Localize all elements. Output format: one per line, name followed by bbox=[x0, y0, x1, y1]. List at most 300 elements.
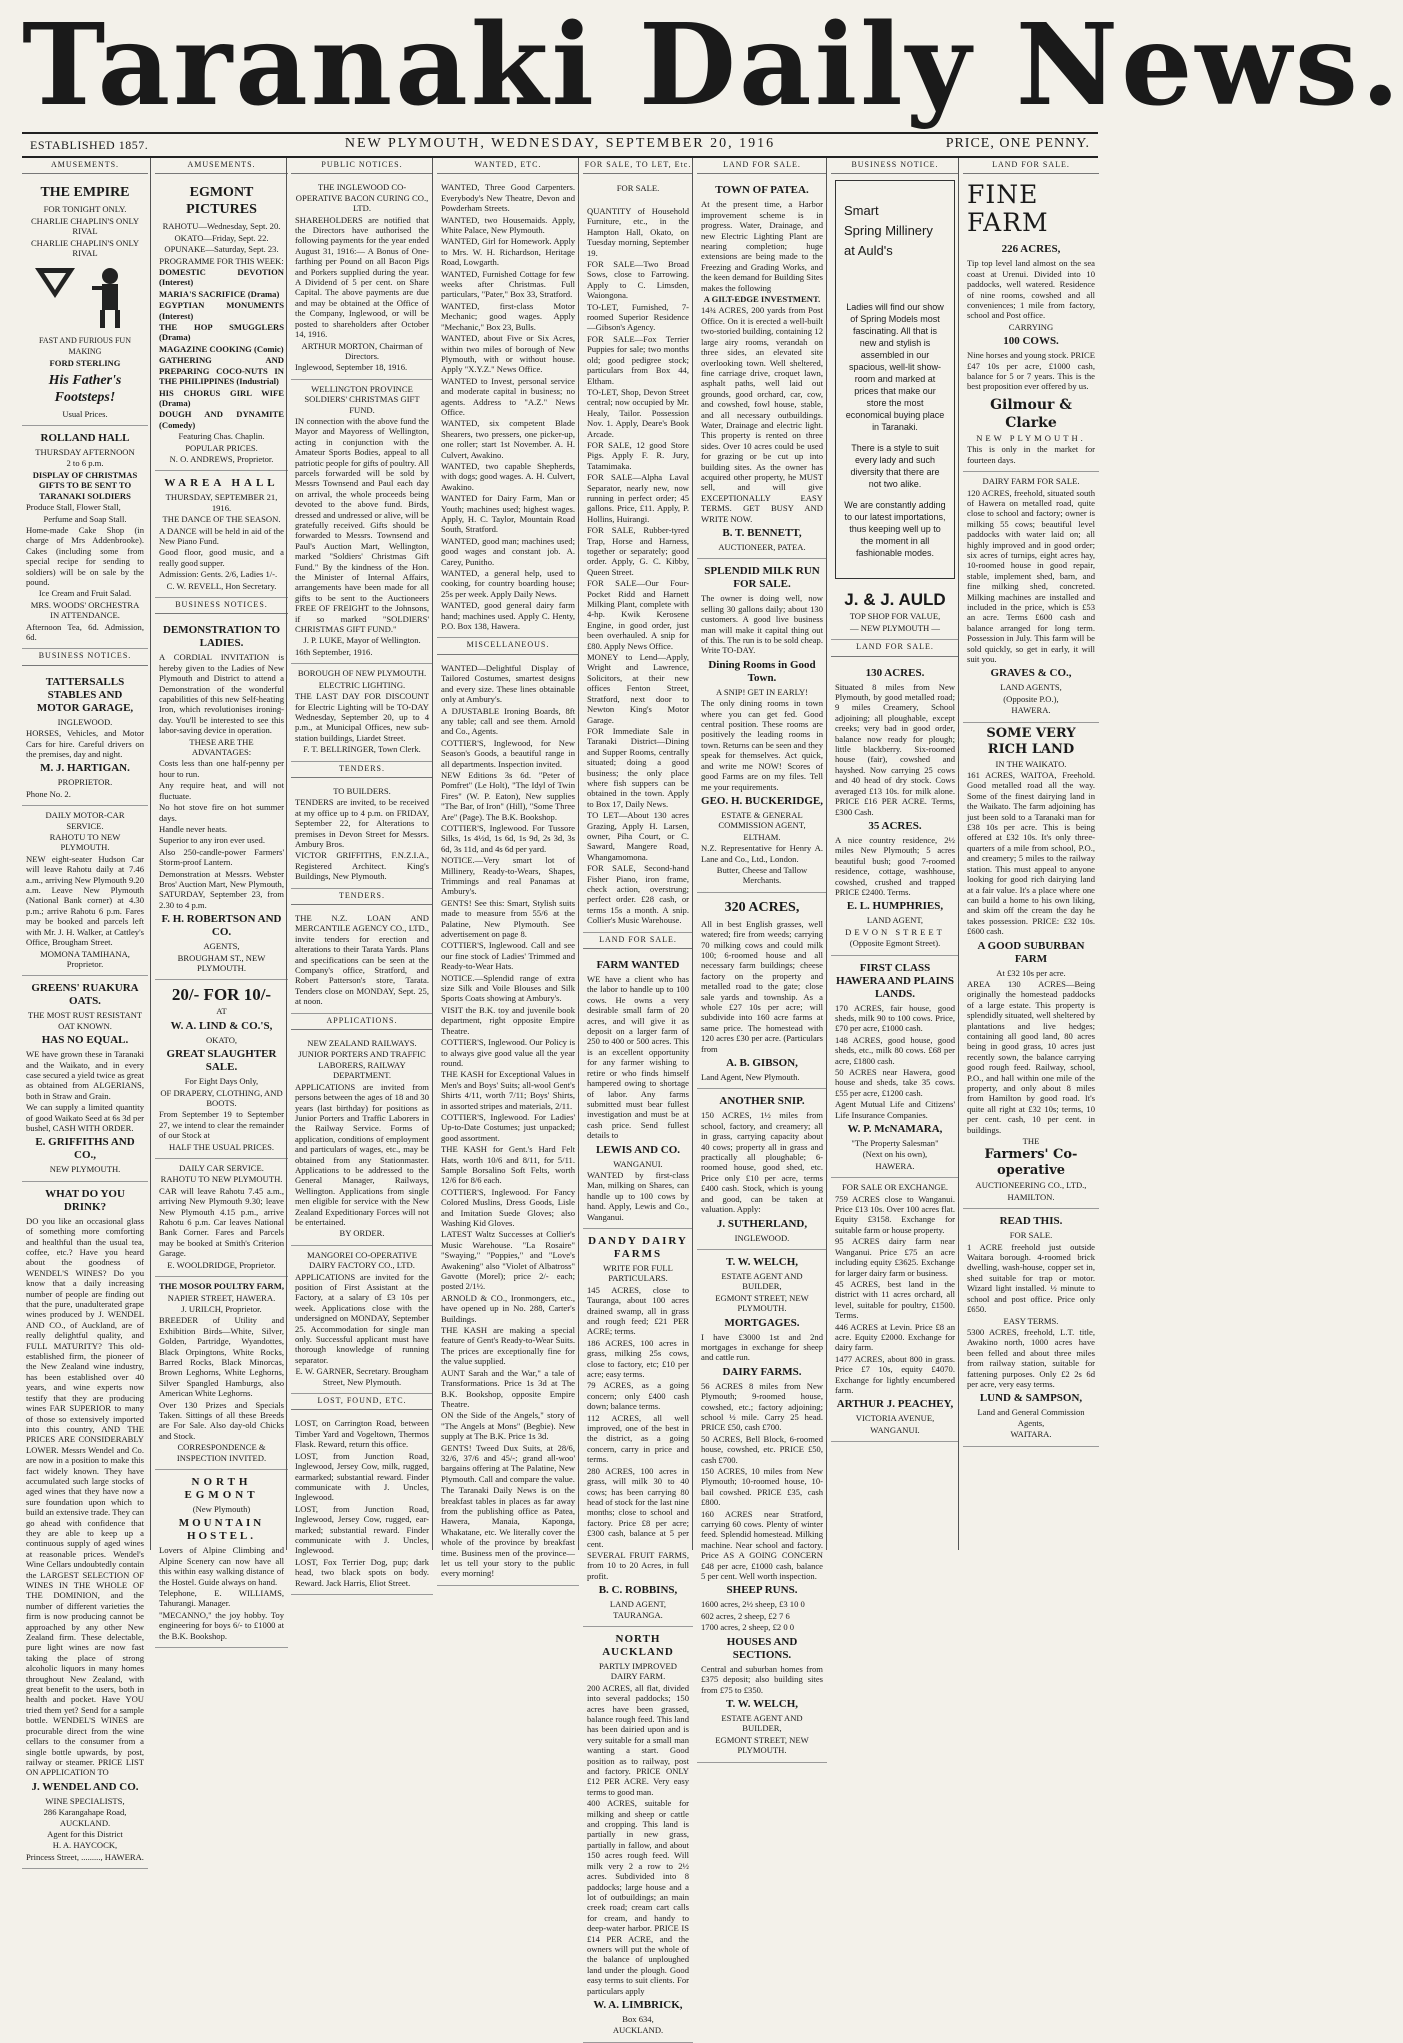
ad-line: 226 ACRES, bbox=[1001, 243, 1061, 256]
ad-title: 130 ACRES. bbox=[865, 666, 925, 679]
ad-line: (Opposite P.O.), bbox=[1003, 693, 1059, 704]
ad-title: 320 ACRES, bbox=[724, 899, 800, 915]
list-item: 45 ACRES, best land in the district with 11 acres orchard, all level, suitable for poultry, £1500. Terms. bbox=[835, 1278, 955, 1321]
ad-line: N. O. ANDREWS, Proprietor. bbox=[169, 453, 274, 464]
ad-line: GATHERING AND PREPARING COCO-NUTS IN THE PHILIPPINES (Industrial) bbox=[159, 355, 284, 387]
humphries-ad bbox=[831, 661, 959, 956]
ad-line: CHARLIE CHAPLIN'S ONLY RIVAL bbox=[30, 237, 140, 259]
railways-notice bbox=[291, 1034, 433, 1246]
ad-line: Demonstration at Messrs. Webster Bros' Auction Mart, New Plymouth, SATURDAY, September 23, from 2.30 to 4 p.m. bbox=[159, 868, 284, 910]
ad-line: Land and General Commission Agents, bbox=[977, 1407, 1085, 1428]
ad-line: BREEDER of Utility and Exhibition Birds—White, Silver, Golden, Partridge, Wyandottes, Black Orpingtons, White Rocks, Barred Rocks, Black Minorcas, Brown Leghorns, White Leghorns, Silver Spangled Hamburgs, also American White Leghorns. bbox=[159, 1315, 284, 1399]
section-header: TENDERS. bbox=[291, 764, 433, 778]
section-header: LAND FOR SALE. bbox=[583, 935, 693, 949]
ad-line: TO BUILDERS. bbox=[333, 785, 391, 796]
section-header: PUBLIC NOTICES. bbox=[291, 160, 433, 174]
ad-body: THE LAST DAY FOR DISCOUNT for Electric Lighting will be TO-DAY Wednesday, September 20, up to 4 p.m., at Municipal Offices, new sub-station buildings, Liardet Street. bbox=[295, 691, 429, 743]
farm-wanted-ad bbox=[583, 953, 693, 1229]
list-item: WANTED for Dairy Farm, Man or Youth; machines used; highest wages. Apply, H. C. Taylor, Mountain Road South, Stratford. bbox=[441, 493, 575, 535]
ad-line: From September 19 to September 27, we intend to clear the remainder of our Stock at bbox=[159, 1109, 284, 1141]
ad-line: FAST AND FURIOUS FUN MAKING bbox=[39, 336, 131, 356]
ad-line: VICTOR GRIFFITHS, F.N.Z.I.A., Registered Architect. King's Buildings, New Plymouth. bbox=[295, 850, 429, 882]
ad-title: WHAT DO YOU DRINK? bbox=[45, 1187, 125, 1213]
read-this-ad bbox=[963, 1209, 1099, 1446]
ad-body: All in best English grasses, well watered; fire from weeds; carrying 70 milking cows and could milk 100; 6-roomed house and all necessary farm buildings; cheese factory on the property and metalled road to the gate; close sale yards and township. As a whole £27 10s per acre; will subdivide into 160 acre farms at same price. The homestead with 120 acres £30 per acre. (Particulars from bbox=[701, 918, 823, 1054]
film-title: His Father's Footsteps! bbox=[48, 372, 122, 405]
ad-line: THURSDAY AFTERNOON bbox=[35, 447, 135, 458]
ad-title: FINE bbox=[967, 180, 1039, 210]
ad-line: OPUNAKE—Saturday, Sept. 23. bbox=[164, 244, 279, 255]
list-item: GENTS! See this: Smart, Stylish suits made to measure from 55/6 at the Palatine, New Plymouth. See advertisement on page 8. bbox=[441, 897, 575, 940]
ad-line: RAHOTU TO NEW PLYMOUTH. bbox=[160, 1174, 283, 1185]
list-item: 400 ACRES, suitable for milking and sheep or cattle and cropping. This land is partially in new grass, partially in fallow, and about 150 acres rough feed. Will milk very 2 a row to 2½ acres. Subdivided into 8 paddocks; large house and a lot of outbuildings; an main creek road; cream cart calls for cream, and handy to deep-water harbor. PRICE IS £14 PER ACRE, and the owners will put the whole of the balance of unploughed land under the plough. Good easy terms to suit clients. For particulars apply bbox=[587, 1798, 689, 1996]
fine-farm-ad bbox=[963, 178, 1099, 472]
ad-line: IN THE WAIKATO. bbox=[995, 758, 1067, 769]
section-header: AMUSEMENTS. bbox=[155, 160, 288, 174]
ad-line: JUNIOR PORTERS AND TRAFFIC LABORERS, RAILWAY DEPARTMENT. bbox=[298, 1049, 426, 1081]
ad-line: ELECTRIC LIGHTING. bbox=[318, 679, 406, 690]
auld-millinery-ad bbox=[835, 180, 955, 579]
ad-title: THE INGLEWOOD CO-OPERATIVE BACON CURING CO., LTD. bbox=[295, 182, 429, 214]
ad-line: ESTATE & GENERAL COMMISSION AGENT, bbox=[718, 809, 806, 831]
section-header: BUSINESS NOTICE. bbox=[831, 160, 959, 174]
ad-title: FARM WANTED bbox=[596, 959, 680, 972]
ad-line: 2 to 6 p.m. bbox=[66, 458, 104, 469]
ad-line: WAITARA. bbox=[1010, 1429, 1052, 1440]
ad-line: AUCTIONEERING CO., LTD., bbox=[975, 1180, 1087, 1191]
list-item: 148 ACRES, good house, good sheds, etc., milk 80 cows. £68 per acre, £1800 cash. bbox=[835, 1034, 955, 1066]
ad-title: FOR SALE OR EXCHANGE. bbox=[842, 1182, 948, 1193]
ad-name: J. WENDEL AND CO. bbox=[31, 1780, 139, 1793]
empire-ad bbox=[22, 178, 148, 426]
list-item: WANTED—Delightful Display of Tailored Costumes, smartest designs and every size. These lines obtainable only at Ambury's. bbox=[441, 662, 575, 705]
list-item: 200 ACRES, all flat, divided into several paddocks; 150 acres have been grassed, balance rough feed. This land has been dairied upon and is very suitable for a small man wanting a start. Good position as to railway, post and factory. PRICE ONLY £12 PER ACRE. Very easy terms to good man. bbox=[587, 1682, 689, 1797]
graves-ad bbox=[963, 472, 1099, 723]
list-item: AUNT Sarah and the War," a tale of Transformations. Price 1s 3d at The B.K. Bookshop, opposite Empire Theatre. bbox=[441, 1367, 575, 1409]
ad-line: Perfume and Soap Stall. bbox=[43, 513, 127, 524]
ad-line: DEVON STREET bbox=[845, 926, 945, 937]
exchange-ad bbox=[831, 1178, 959, 1442]
ad-line: NEW PLYMOUTH. bbox=[976, 432, 1086, 443]
ad-line: Good floor, good music, and a really good supper. bbox=[159, 547, 284, 568]
egmont-pictures-ad bbox=[155, 178, 288, 471]
lighting-notice bbox=[291, 664, 433, 761]
ad-line: Box 634, bbox=[622, 2013, 654, 2024]
ad-body: 14¾ ACRES, 200 yards from Post Office. On it is erected a well-built two-storied building, containing 12 large airy rooms, verandah on three sides, an elevated site overlooking town. Well sheltered, fine carriage drive, croquet lawn, asphalt paths, well laid out grounds, good orchard, car, cow, and cowshed, fowl house, stable, and all necessary outbuildings. Water, Drainage and electric light. This property is rented on three sides. Over 10 acres could be used for grazing or be cut up into building sites. As the owner has acquired other property, he MUST sell, and will give EXCEPTIONALLY EASY TERMS. GET BUSY AND WRITE NOW. bbox=[701, 305, 823, 524]
ad-body: The only dining rooms in town where you can get fed. Good central position. These rooms are positively the leading rooms in town. Returns can be seen and they speak for themselves. Act quick, and write me NOW! Scores of good Farms are on my files. Tell me your requirements. bbox=[701, 698, 823, 792]
ad-name: W. P. McNAMARA, bbox=[847, 1123, 943, 1136]
waikato-ad bbox=[963, 723, 1099, 1210]
ad-name: F. H. ROBERTSON AND CO. bbox=[161, 913, 282, 939]
ad-name: E. GRIFFITHS AND CO., bbox=[35, 1136, 135, 1162]
ad-line: PROGRAMME FOR THIS WEEK: bbox=[159, 255, 284, 266]
ad-line: THE MOST RUST RESISTANT OAT KNOWN. bbox=[27, 1010, 143, 1031]
ad-title: MANGOREI CO-OPERATIVE DAIRY FACTORY CO., LTD. bbox=[306, 1249, 418, 1271]
ad-line: (New Plymouth) bbox=[192, 1504, 251, 1514]
list-item: FOR SALE, Rubber-tyred Trap, Horse and Harness, together or separately; good order. Apply, G. C. Kibby, Queen Street. bbox=[587, 525, 689, 577]
ad-line: HAWERA. bbox=[1011, 705, 1051, 716]
list-item: 50 ACRES, Bell Block, 6-roomed house, cowshed, etc. PRICE £50, cash £700. bbox=[701, 1433, 823, 1465]
ad-line: Also 250-candle-power Farmers' Storm-proof Lantern. bbox=[159, 846, 284, 868]
list-item: 186 ACRES, 100 acres in grass, milking 25s cows, close to factory, etc; £10 per acre; easy terms. bbox=[587, 1337, 689, 1380]
ad-line: VICTORIA AVENUE, bbox=[855, 1413, 935, 1424]
ad-line: AUCTIONEER, PATEA. bbox=[718, 542, 806, 552]
list-item: WANTED, a general help, used to cooking, for country boarding house; 25s per week. Apply Daily News. bbox=[441, 568, 575, 599]
milk-run-ad bbox=[697, 559, 827, 892]
ad-line: CARRYING bbox=[1008, 321, 1054, 332]
ad-title: GREENS' RUAKURA OATS. bbox=[31, 982, 139, 1008]
ad-line: RAHOTU—Wednesday, Sept. 20. bbox=[162, 221, 281, 232]
ad-line: EGMONT STREET, NEW PLYMOUTH. bbox=[715, 1292, 809, 1314]
ad-title: 20/- FOR 10/- bbox=[171, 985, 272, 1005]
ad-line: Butter, Cheese and Tallow Merchants. bbox=[716, 864, 808, 886]
list-item: COTTIER'S, Inglewood. Our Policy is to always give good value all the year round. bbox=[441, 1037, 575, 1068]
section-header: BUSINESS NOTICES. bbox=[22, 651, 148, 665]
ad-line: EASY TERMS. bbox=[1003, 1315, 1059, 1326]
list-item: 170 ACRES, fair house, good sheds, milk 90 to 100 cows. Price, £70 per acre, £1000 cash. bbox=[835, 1002, 955, 1034]
list-item: FOR Immediate Sale in Taranaki District—Dining and Supper Rooms, centrally situated; doing a good business; the only place where fish suppers can be obtained in the town. Apply to Box 17, Daily News. bbox=[587, 725, 689, 809]
ad-line: Over 130 Prizes and Specials Taken. Sittings of all these Breeds are For Sale. Also day-old Chicks and Stock. bbox=[159, 1399, 284, 1441]
ad-line: Ice Cream and Fruit Salad. bbox=[38, 588, 132, 599]
column-5 bbox=[578, 158, 693, 2036]
ad-line: PROPRIETOR. bbox=[57, 777, 113, 788]
ad-title: DAIRY FARM FOR SALE. bbox=[982, 476, 1080, 487]
mountain-hostel-ad bbox=[155, 1470, 288, 1648]
list-item: 145 ACRES, close to Tauranga, about 100 acres drained swamp, all in grass and rough feed; £21 PER ACRE; terms. bbox=[587, 1284, 689, 1337]
list-item: 1477 ACRES, about 800 in grass. Price £7 10s, equity £4070. Exchange for lightly encumbered farm. bbox=[835, 1353, 955, 1395]
ad-line: LAND AGENTS, bbox=[1000, 682, 1062, 693]
chaplin-figure-illustration bbox=[30, 262, 140, 332]
ad-line: ESTATE AGENT AND BUILDER, bbox=[721, 1712, 803, 1734]
ad-line: CORRESPONDENCE & INSPECTION INVITED. bbox=[176, 1442, 267, 1463]
ad-line: DOMESTIC DEVOTION (Interest) bbox=[159, 267, 284, 288]
ad-title: WAREA HALL bbox=[164, 477, 279, 490]
list-item: ON the Side of the Angels," story of "The Angels at Mons" (Begbie). New supply at The B.K. Price 1s 3d. bbox=[441, 1410, 575, 1442]
ad-body: WE have a client who has the labor to handle up to 100 cows. He owns a very desirable small farm of 20 acres, and will give it as deposit on a larger farm of 250 to 400 or 500 acres. This is an excellent opportunity for any farmer wishing to retire or who finds himself hampered owing to shortage of labor. Any farms submitted must bear fullest investigation and must be at cash price. Send fullest details to bbox=[587, 974, 689, 1141]
ad-line: Agent Mutual Life and Citizens' Life Insurance Companies. bbox=[835, 1099, 955, 1120]
ad-body: 161 ACRES, WAITOA, Freehold. Good metalled road all the way. Some of the finest dairying land in the Waikato. The farm adjoining has just been sold to a Taranaki man for £38 10s per acre. This is being offered at £32 10s. It's only three-quarters of a mile from school, P.O., and creamery; 5 miles to the railway station. This must appeal to anyone looking for good rich dairying land at a fair value. It's a place where one can build a home to his own liking, and skim off the cream the day he takes possession. PRICE: £32 10s. £600 cash. bbox=[967, 770, 1095, 937]
list-item: LOST, from Junction Road, Inglewood, Jersey Cow, milk, rugged, earmarked; substantial reward. Finder communicate with J. Uncles, Inglewood. bbox=[295, 1450, 429, 1503]
ad-line: WANGANUI. bbox=[613, 1158, 663, 1169]
column-6 bbox=[692, 158, 827, 1756]
list-item: FOR SALE—Alpha Laval Separator, nearly new, now running in perfect order; 45 gallons. Price, £11. Apply, P. Hollins, Huirangi. bbox=[587, 472, 689, 524]
ad-line: Princess Street, ........., HAWERA. bbox=[26, 1851, 144, 1862]
list-item: WANTED, two capable Shepherds, with dogs; good wages. A. H. Culvert, Awakino. bbox=[441, 460, 575, 492]
ad-line: ELTHAM. bbox=[743, 831, 781, 842]
ad-line: FOR SALE. bbox=[1009, 1230, 1053, 1241]
ad-line: HAWERA. bbox=[875, 1160, 915, 1171]
ad-line: CHARLIE CHAPLIN'S ONLY RIVAL bbox=[30, 215, 140, 237]
ad-title: SPLENDID MILK RUN FOR SALE. bbox=[704, 565, 820, 591]
ad-title: NEW ZEALAND RAILWAYS. bbox=[307, 1038, 417, 1049]
ad-body: At the present time, a Harbor improvement scheme is in progress. Water, Drainage, and new Electric Lighting Plant are nearing completion; huge extensions are being made to the Freezing and Grading Works, and the keen demand for Building Sites makes the following bbox=[701, 199, 823, 293]
section-header: LAND FOR SALE. bbox=[697, 160, 827, 174]
ad-line: J. P. LUKE, Mayor of Wellington. bbox=[303, 635, 421, 646]
list-item: WANTED, Girl for Homework. Apply to Mrs. W. H. Richardson, Heritage Road, Lowgarth. bbox=[441, 236, 575, 268]
column-4 bbox=[432, 158, 579, 1579]
another-snip-ad bbox=[697, 1089, 827, 1249]
list-item: FOR SALE—Fox Terrier Puppies for sale; two months old; good pedigree stock; particulars from Box 44, Eltham. bbox=[587, 333, 689, 386]
list-item: LATEST Waltz Successes at Collier's Music Warehouse. "La Rosaire" "Swaying," "Poppies," and "Love's Awakening" also "Violet of Albatross" Gavotte (Morel); price 2/- each; posted 2/1½. bbox=[441, 1229, 575, 1292]
ad-title: EGMONT PICTURES bbox=[186, 185, 257, 218]
ad-title: ANOTHER SNIP. bbox=[719, 1095, 805, 1108]
ad-line: LAND AGENT, TAURANGA. bbox=[609, 1599, 667, 1620]
ad-title: HOUSES AND SECTIONS. bbox=[726, 1635, 798, 1661]
ad-line: INGLEWOOD. bbox=[57, 716, 113, 727]
ad-body: SHAREHOLDERS are notified that the Directors have authorised the following payments for the year ended August 31, 1916:— A Bonus of One-farthing per Pound on all Bacon Pigs and Porkers supplied during the year. A Dividend of 5 per cent. on Share Capital. The above payments are due and may be obtained at the Office of the Company, Inglewood, or will be posted to shareholders after October 14, 1916. bbox=[295, 214, 429, 340]
list-item: 50 ACRES near Hawera, good house and sheds, take 35 cows. £55 per acre, £1200 cash. bbox=[835, 1067, 955, 1098]
ad-line: J. URILCH, Proprietor. bbox=[181, 1303, 262, 1314]
ad-line: MOMONA TAMIHANA, Proprietor. bbox=[40, 948, 130, 969]
ad-line: THE bbox=[1022, 1136, 1040, 1147]
ad-line: MAGAZINE COOKING (Comic) bbox=[159, 343, 284, 354]
ad-body: APPLICATIONS are invited for the position of First Assistant at the Factory, at a salary of £3 10s per week. Applications close with the undersigned on MONDAY, September 25. Accommodation for single man only. Successful applicant must have thorough knowledge of running separator. bbox=[295, 1271, 429, 1365]
ad-line: F. T. BELLRINGER, Town Clerk. bbox=[303, 744, 421, 755]
ad-line: At £32 10s per acre. bbox=[996, 967, 1066, 978]
list-item: THE KASH for Exceptional Values in Men's and Boys' Suits; all-wool Gent's Shirts 4/11, worth 7/11; Boys' Shirts, in assorted stripes and materials, 2/11. bbox=[441, 1069, 575, 1111]
list-item: MONEY to Lend—Apply, Wright and Lawrence, Solicitors, at their new offices Fenton Street, Stratford, next door to Newton King's Motor Garage. bbox=[587, 652, 689, 725]
ad-body: Situated 8 miles from New Plymouth, by good metalled road; 9 miles Creamery, School adjoining; all ploughable, except creeks; very bad in good order, balance now ready for plough; little blackberry. Six-roomed house (fair), cowshed and hayshed. Now carrying 25 cows and 40 head of dry stock. Cows averaged £13 10s. for milk alone. PRICE £16 PER ACRE. Terms, £300 Cash. bbox=[835, 681, 955, 817]
ad-body: I have £3000 1st and 2nd mortgages in exchange for sheep and cattle run. bbox=[701, 1331, 823, 1363]
list-item: WANTED to Invest, personal service and moderate capital in business; no agents. Address to "A.Z." News Office. bbox=[441, 375, 575, 417]
gift-fund-notice bbox=[291, 380, 433, 665]
wanted-list bbox=[437, 178, 579, 638]
wendel-wines-ad bbox=[22, 1182, 148, 1869]
section-header: WANTED, ETC. bbox=[437, 160, 579, 174]
for-sale-list bbox=[583, 202, 693, 933]
ad-line: Handle never heats. bbox=[159, 823, 228, 834]
ad-line: CAR will leave Rahotu 7.45 a.m., arriving New Plymouth 9.30; leave New Plymouth 4.15 p.m., arrive Rahotu 6 p.m. Car leaves National Bank Corner. Fares and Parcels may be booked at Smith's Criterion Garage. bbox=[159, 1185, 284, 1259]
ad-body: There is a style to suit every lady and such diversity that there are not two alike. bbox=[850, 443, 940, 490]
ad-body: We are constantly adding to our latest importations, thus keeping well up to the moment in all fashionable modes. bbox=[844, 500, 946, 559]
ad-line: THESE ARE THE ADVANTAGES: bbox=[189, 736, 254, 758]
ad-line: NAPIER STREET, HAWERA. bbox=[167, 1292, 276, 1303]
list-item: 79 ACRES, as a going concern; only £400 cash down; balance terms. bbox=[587, 1380, 689, 1412]
ad-line: RAHOTU TO NEW PLYMOUTH. bbox=[49, 832, 121, 853]
ad-title: NORTH AUCKLAND bbox=[602, 1632, 674, 1658]
miscellaneous-list bbox=[437, 659, 579, 1586]
ad-body: 150 ACRES, 1½ miles from school, factory, and creamery; all in grass, carrying capacity about 40 cows; property all in grass and practically all ploughable; 6-roomed house, good shed, etc. Price only £10 per acre, terms £400 cash. Stock, which is young and good, can be taken at valuation. Apply: bbox=[701, 1110, 823, 1215]
ad-line: ARTHUR MORTON, Chairman of Directors. bbox=[301, 340, 423, 361]
ad-line: Admission: Gents. 2/6, Ladies 1/-. bbox=[159, 569, 278, 580]
welch-ad bbox=[697, 1250, 827, 1763]
ad-name: B. T. BENNETT, bbox=[722, 527, 802, 539]
ad-title: DAILY CAR SERVICE. bbox=[179, 1163, 264, 1174]
auld-signature bbox=[831, 585, 959, 640]
ad-body: 1 ACRE freehold just outside Waitara borough. 4-roomed brick dwelling, wash-house, copper set in, shed suitable for trap or motor. Wizard light installed. ½ minute to school and post office. Price only £650. bbox=[967, 1241, 1095, 1315]
list-item: THE KASH for Gent.'s Hard Felt Hats, worth 10/6 and 8/11, for 5/11. Sample Borsalino Soft Felts, worth 12/6 for 8/6 each. bbox=[441, 1144, 575, 1186]
ad-line: No hot stove fire on hot summer days. bbox=[159, 802, 284, 823]
ad-name: T. W. WELCH, bbox=[725, 1697, 799, 1710]
ad-line: HAMILTON. bbox=[1007, 1191, 1055, 1202]
ad-body: Central and suburban homes from £375 deposit; also building sites from £75 to £350. bbox=[701, 1663, 823, 1695]
ad-title: Smart bbox=[844, 203, 879, 219]
ad-line: Afternoon Tea, 6d. Admission, 6d. bbox=[26, 621, 144, 642]
list-item: COTTIER'S, Inglewood. For Ladies' Up-to-Date Costumes; just unpacked; good assortment. bbox=[441, 1111, 575, 1143]
ad-name: J. & J. AULD bbox=[844, 590, 946, 610]
list-item: 446 ACRES at Levin. Price £8 an acre. Equity £2000. Exchange for dairy farm. bbox=[835, 1321, 955, 1353]
ad-line: HORSES, Vehicles, and Motor Cars for hire. Careful drivers on the premises, day and night. bbox=[26, 728, 144, 759]
column-2 bbox=[150, 158, 288, 1641]
ad-body: A CORDIAL INVITATION is hereby given to the Ladies of New Plymouth and District to attend a Demonstration of the wonderful capabilities of this new Self-heating Iron, which revolutionises ironing-day. You'll be interested to see this labor-saving device in operation. bbox=[159, 652, 284, 736]
list-item: FOR SALE, Second-hand Fisher Piano, iron frame, check action, overstrung; perfect order. £28 cash, or terms 15s a month. A snip. Collier's Music Warehouse. bbox=[587, 863, 689, 926]
ad-body: 120 ACRES, freehold, situated south of Hawera on metalled road, quite close to school and factory; owner is milking 55 cows; beautiful level paddocks with water laid on; all highly improved and in good order; six acres of turnips, eight acres hay, 10-roomed house in good repair, stable, implement shed, barn, and fine milking shed, concreted. Milking machines are installed and included in the price, which is £53 an acre. Terms £600 cash and balance arranged for long term. Possession in July. This farm will be sold quickly, so get in early, it will suit you. bbox=[967, 487, 1095, 664]
ad-body: 5300 ACRES, freehold, L.T. title, Awakino north, 1000 acres have been felled and about three miles from railway station, suitable for fattening purposes. Only £2 2s 6d per acre, very easy terms. bbox=[967, 1326, 1095, 1389]
builders-tender bbox=[291, 782, 433, 889]
tattersalls-ad bbox=[22, 670, 148, 806]
ad-line: A GILT-EDGE INVESTMENT. bbox=[703, 294, 821, 305]
ad-title: DEMONSTRATION TO LADIES. bbox=[162, 624, 281, 650]
ad-line: WRITE FOR FULL PARTICULARS. bbox=[603, 1262, 673, 1284]
masthead-rule bbox=[22, 132, 1098, 134]
ad-name: Farmers' Co-operative bbox=[984, 1147, 1078, 1179]
ad-title: SOME VERY RICH LAND bbox=[986, 725, 1076, 757]
patea-ad bbox=[697, 178, 827, 559]
list-item: 602 acres, 2 sheep, £2 7 6 bbox=[701, 1610, 790, 1621]
ad-line: We can supply a limited quantity of good Waikato Seed at 6s 3d per bushel, CASH WITH ORDER. bbox=[26, 1102, 144, 1133]
list-item: 160 ACRES near Stratford, carrying 60 cows. Plenty of winter feed. Splendid homestead. Milking machine. Near school and factory. Price AS A GOING CONCERN £48 per acre, £1000 cash, balance 5 per cent. Well worth inspection. bbox=[701, 1508, 823, 1582]
ad-line: Land Agent, New Plymouth. bbox=[701, 1072, 800, 1083]
ad-body: The owner is doing well, now selling 30 gallons daily; about 130 customers. A good live business man will make it capital thing out of this. The run is to be sold cheap. Write TO-DAY. bbox=[701, 593, 823, 656]
ad-name: GRAVES & CO., bbox=[990, 667, 1072, 680]
list-item: COTTIER'S, Inglewood, for New Season's Goods, a beautiful range in all departments. Inspection invited. bbox=[441, 737, 575, 769]
list-item: GENTS! Tweed Dux Suits, at 28/6, 32/6, 37/6 and 45/-; grand all-woo' bargains offering at The Palatine, New Plymouth. Call and compare the value. bbox=[441, 1442, 575, 1484]
list-item: 1600 acres, 2½ sheep, £3 10 0 bbox=[701, 1599, 805, 1610]
list-item: WANTED, Furnished Cottage for few weeks after Christmas. Full particulars, "Pater," Box 33, Stratford. bbox=[441, 268, 575, 300]
ad-name: W. A. LIMBRICK, bbox=[593, 1998, 683, 2011]
ad-line: WINE SPECIALISTS, bbox=[45, 1795, 125, 1806]
column-8 bbox=[958, 158, 1099, 1550]
mcnamara-ad bbox=[831, 956, 959, 1179]
list-item: NEW Editions 3s 6d. "Peter of Pomfret" (Le Holt), "The Idyl of Twin Fires" (W. P. Eaton), New supplies "The Bar, of Iron" (Hill), "Some Three Are" (Page). The B.K. Bookshop. bbox=[441, 769, 575, 822]
ad-line: 286 Karangahape Road, AUCKLAND. bbox=[43, 1807, 127, 1828]
ad-line: E. WOOLDRIDGE, Proprietor. bbox=[167, 1259, 276, 1270]
section-subheader: FOR SALE. bbox=[616, 183, 660, 193]
ad-line: C. W. REVELL, Hon Secretary. bbox=[166, 580, 277, 591]
section-header: TENDERS. bbox=[291, 891, 433, 905]
ad-name: LUND & SAMPSON, bbox=[979, 1392, 1083, 1405]
ad-title: THE EMPIRE bbox=[40, 185, 130, 201]
poultry-farm-ad bbox=[155, 1277, 288, 1470]
ad-name: W. A. LIND & CO.'S, bbox=[170, 1019, 273, 1032]
ad-body: Tip top level land almost on the sea coast at Urenui. Divided into 10 paddocks, well watered. Residence of nine rooms, cowshed and all conveniences; 1 mile from factory, school and Post office. bbox=[967, 258, 1095, 321]
ad-line: N.Z. Representative for Henry A. Lane and Co., Ltd., London. bbox=[701, 843, 823, 864]
ad-name: Gilmour & Clarke bbox=[990, 396, 1072, 431]
ad-line: 100 COWS. bbox=[1003, 335, 1059, 348]
ad-line: OKATO—Friday, Sept. 22. bbox=[174, 232, 269, 243]
section-header: MISCELLANEOUS. bbox=[437, 640, 579, 654]
ad-body: Ladies will find our show of Spring Models most fascinating. All that is new and stylish is assembled in our spacious, well-lit show-room and marked at prices that make our store the most economical buying place in Taranaki. bbox=[845, 302, 945, 433]
list-item: WANTED, six competent Blade Shearers, two pressers, one picker-up, one roller; start 1st November. A. H. Culvert, Awakino. bbox=[441, 418, 575, 460]
ad-name: E. L. HUMPHRIES, bbox=[846, 900, 944, 913]
acres-320-ad bbox=[697, 893, 827, 1090]
ad-line: Costs less than one half-penny per hour to run. bbox=[159, 758, 284, 779]
ad-body: APPLICATIONS are invited from persons between the ages of 18 and 30 years (last birthday) for positions as Junior Porters and Traffic Laborers in the Railway Service. Forms of application, conditions of employment and particulars of wages, etc., may be obtained from any Stationmaster. Applications to be addressed to the General Manager, Railways, Wellington. Applications from single men eligible for service with the New Zealand Expeditionary Forces will not be entertained. bbox=[295, 1081, 429, 1227]
ad-line: DOUGH AND DYNAMITE (Comedy) bbox=[159, 409, 284, 430]
ad-line: (Opposite Egmont Street). bbox=[849, 938, 941, 949]
ad-title: 35 ACRES. bbox=[868, 819, 922, 832]
ad-line: Any require heat, and will not fluctuate. bbox=[159, 780, 284, 801]
ad-line: OF DRAPERY, CLOTHING, AND BOOTS. bbox=[160, 1087, 283, 1108]
list-item: VISIT the B.K. toy and juvenile book department, right opposite Empire Theatre. bbox=[441, 1004, 575, 1036]
list-item: COTTIER'S, Inglewood. Call and see our fine stock of Ladies' Trimmed and Ready-to-Wear Hats. bbox=[441, 940, 575, 972]
section-header: AMUSEMENTS. bbox=[22, 160, 148, 174]
ad-line: — NEW PLYMOUTH — bbox=[850, 622, 940, 633]
ad-title: SHEEP RUNS. bbox=[726, 1584, 798, 1597]
ad-title: THE MOSOR POULTRY FARM, bbox=[159, 1281, 284, 1292]
ad-line: TOP SHOP FOR VALUE, bbox=[849, 611, 941, 622]
ad-title: A GOOD SUBURBAN FARM bbox=[977, 939, 1085, 965]
list-item: FOR SALE—Two Broad Sows, close to Farrowing. Apply to C. Limsden, Waiongona. bbox=[587, 259, 689, 301]
ad-line: "The Property Salesman" bbox=[851, 1138, 939, 1149]
masthead-title: Taranaki Daily News. bbox=[22, 0, 1403, 131]
dateline-bar bbox=[22, 136, 1098, 156]
ad-line: AT bbox=[216, 1006, 227, 1017]
ad-line: Produce Stall, Flower Stall, bbox=[26, 502, 121, 513]
ford-sterling-name: FORD STERLING bbox=[49, 358, 121, 369]
ad-name: GEO. H. BUCKERIDGE, bbox=[701, 794, 823, 807]
ad-line: This is only in the market for fourteen days. bbox=[967, 444, 1095, 465]
section-header: BUSINESS NOTICES. bbox=[155, 600, 288, 614]
list-item: LOST, Fox Terrier Dog, pup; dark head, two black spots on body. Reward. Jack Harris, Eliot Street. bbox=[295, 1556, 429, 1588]
list-item: NOTICE.—Splendid range of extra size Silk and Voile Blouses and Silk Sports Coats showing at Ambury's. bbox=[441, 972, 575, 1004]
ad-line: LAND AGENT, bbox=[866, 915, 924, 926]
ad-line: GREAT SLAUGHTER SALE. bbox=[166, 1048, 277, 1074]
list-item: NOTICE.—Very smart lot of Millinery, Ready-to-Wears, Shapes, Trimmings and real Panamas at Ambury's. bbox=[441, 855, 575, 897]
ad-line: Telephone, E. WILLIAMS, Tahurangi. Manager. bbox=[159, 1588, 284, 1609]
ad-line: H. A. HAYCOCK, bbox=[52, 1840, 118, 1851]
ad-line: Agent for this District bbox=[47, 1828, 123, 1839]
lost-found-list bbox=[291, 1414, 433, 1595]
list-item: 1700 acres, 2 sheep, £2 0 0 bbox=[701, 1622, 795, 1633]
ad-line: AUCKLAND. bbox=[612, 2025, 664, 2036]
ad-title: DANDY DAIRY FARMS bbox=[588, 1234, 688, 1260]
list-item: 56 ACRES 8 miles from New Plymouth; 9-roomed house, cowshed, etc.; factory adjoining; school ½ mile. Carry 25 head. PRICE £50, cash £700. bbox=[701, 1380, 823, 1433]
ad-line: Superior to any iron ever used. bbox=[159, 835, 265, 846]
price-text: PRICE, ONE PENNY. bbox=[945, 136, 1090, 151]
ad-line: Lovers of Alpine Climbing and Alpine Scenery can now have all this within easy walking distance of the Hostel. Guide always on hand. bbox=[159, 1545, 284, 1587]
ad-line: FOR TONIGHT ONLY. bbox=[43, 204, 127, 215]
ad-line: THE DANCE OF THE SEASON. bbox=[162, 514, 281, 525]
ad-line: Usual Prices. bbox=[62, 408, 108, 419]
daily-car-ad bbox=[155, 1159, 288, 1277]
ad-line: (Next on his own), bbox=[862, 1149, 928, 1160]
dateline-text: NEW PLYMOUTH, WEDNESDAY, SEPTEMBER 20, 1916 bbox=[344, 136, 776, 151]
ad-body: THE N.Z. LOAN AND MERCANTILE AGENCY CO., LTD., invite tenders for erection and alterations to their Tarata Yards. Plans and specifications can be seen at the Company's office, Stratford, and Robert Patterson's store, Tarata. Tenders close on MONDAY, Sept. 25, at noon. bbox=[295, 913, 429, 1007]
ad-title: HAS NO EQUAL. bbox=[41, 1034, 129, 1047]
ad-name: A. B. GIBSON, bbox=[726, 1057, 798, 1070]
ad-line: Inglewood, September 18, 1916. bbox=[295, 362, 408, 373]
oats-ad bbox=[22, 976, 148, 1181]
ad-line: ESTATE AGENT AND BUILDER, bbox=[721, 1270, 803, 1292]
ad-title: BOROUGH OF NEW PLYMOUTH. bbox=[297, 668, 427, 679]
ad-line: A DANCE will be held in aid of the New Piano Fund. bbox=[159, 525, 284, 546]
ad-line: THURSDAY, SEPTEMBER 21, 1916. bbox=[165, 492, 278, 513]
list-item: TO-LET, Shop, Devon Street central; now occupied by Mr. Healy, Tailor. Possession Nov. 1. Apply, Deare's Book Arcade. bbox=[587, 386, 689, 439]
list-item: WANTED, first-class Motor Mechanic; good wages. Apply "Mechanic," Box 23, Bulls. bbox=[441, 300, 575, 332]
list-item: TO LET—About 130 acres Grazing, Apply H. Larsen, owner, Piha Court, or C. Saward, Mangere Road, Whangamomona. bbox=[587, 810, 689, 862]
list-item: A DJUSTABLE Ironing Boards, 8ft any table; call and see them. Arnold and Co., Agents. bbox=[441, 705, 575, 737]
ad-line: Home-made Cake Shop (in charge of Mrs Addenbrooke). Cakes (including some from special recipe for sending to soldiers) will be on sale by the pound. bbox=[26, 524, 144, 587]
ad-title: FIRST CLASS HAWERA AND PLAINS LANDS. bbox=[836, 961, 954, 1000]
ad-line: 16th September, 1916. bbox=[295, 646, 373, 657]
ad-title: DAILY MOTOR-CAR SERVICE. bbox=[45, 810, 125, 831]
ad-body: Nine horses and young stock. PRICE £47 10s per acre, £1000 cash, balance for 5 or 7 years. This is the best proposition ever offered by us. bbox=[967, 350, 1095, 392]
ad-line: Phone No. 2. bbox=[26, 788, 71, 799]
ad-title: at Auld's bbox=[844, 243, 893, 259]
section-header: APPLICATIONS. bbox=[291, 1016, 433, 1030]
ad-line: NEW PLYMOUTH. bbox=[49, 1164, 121, 1175]
